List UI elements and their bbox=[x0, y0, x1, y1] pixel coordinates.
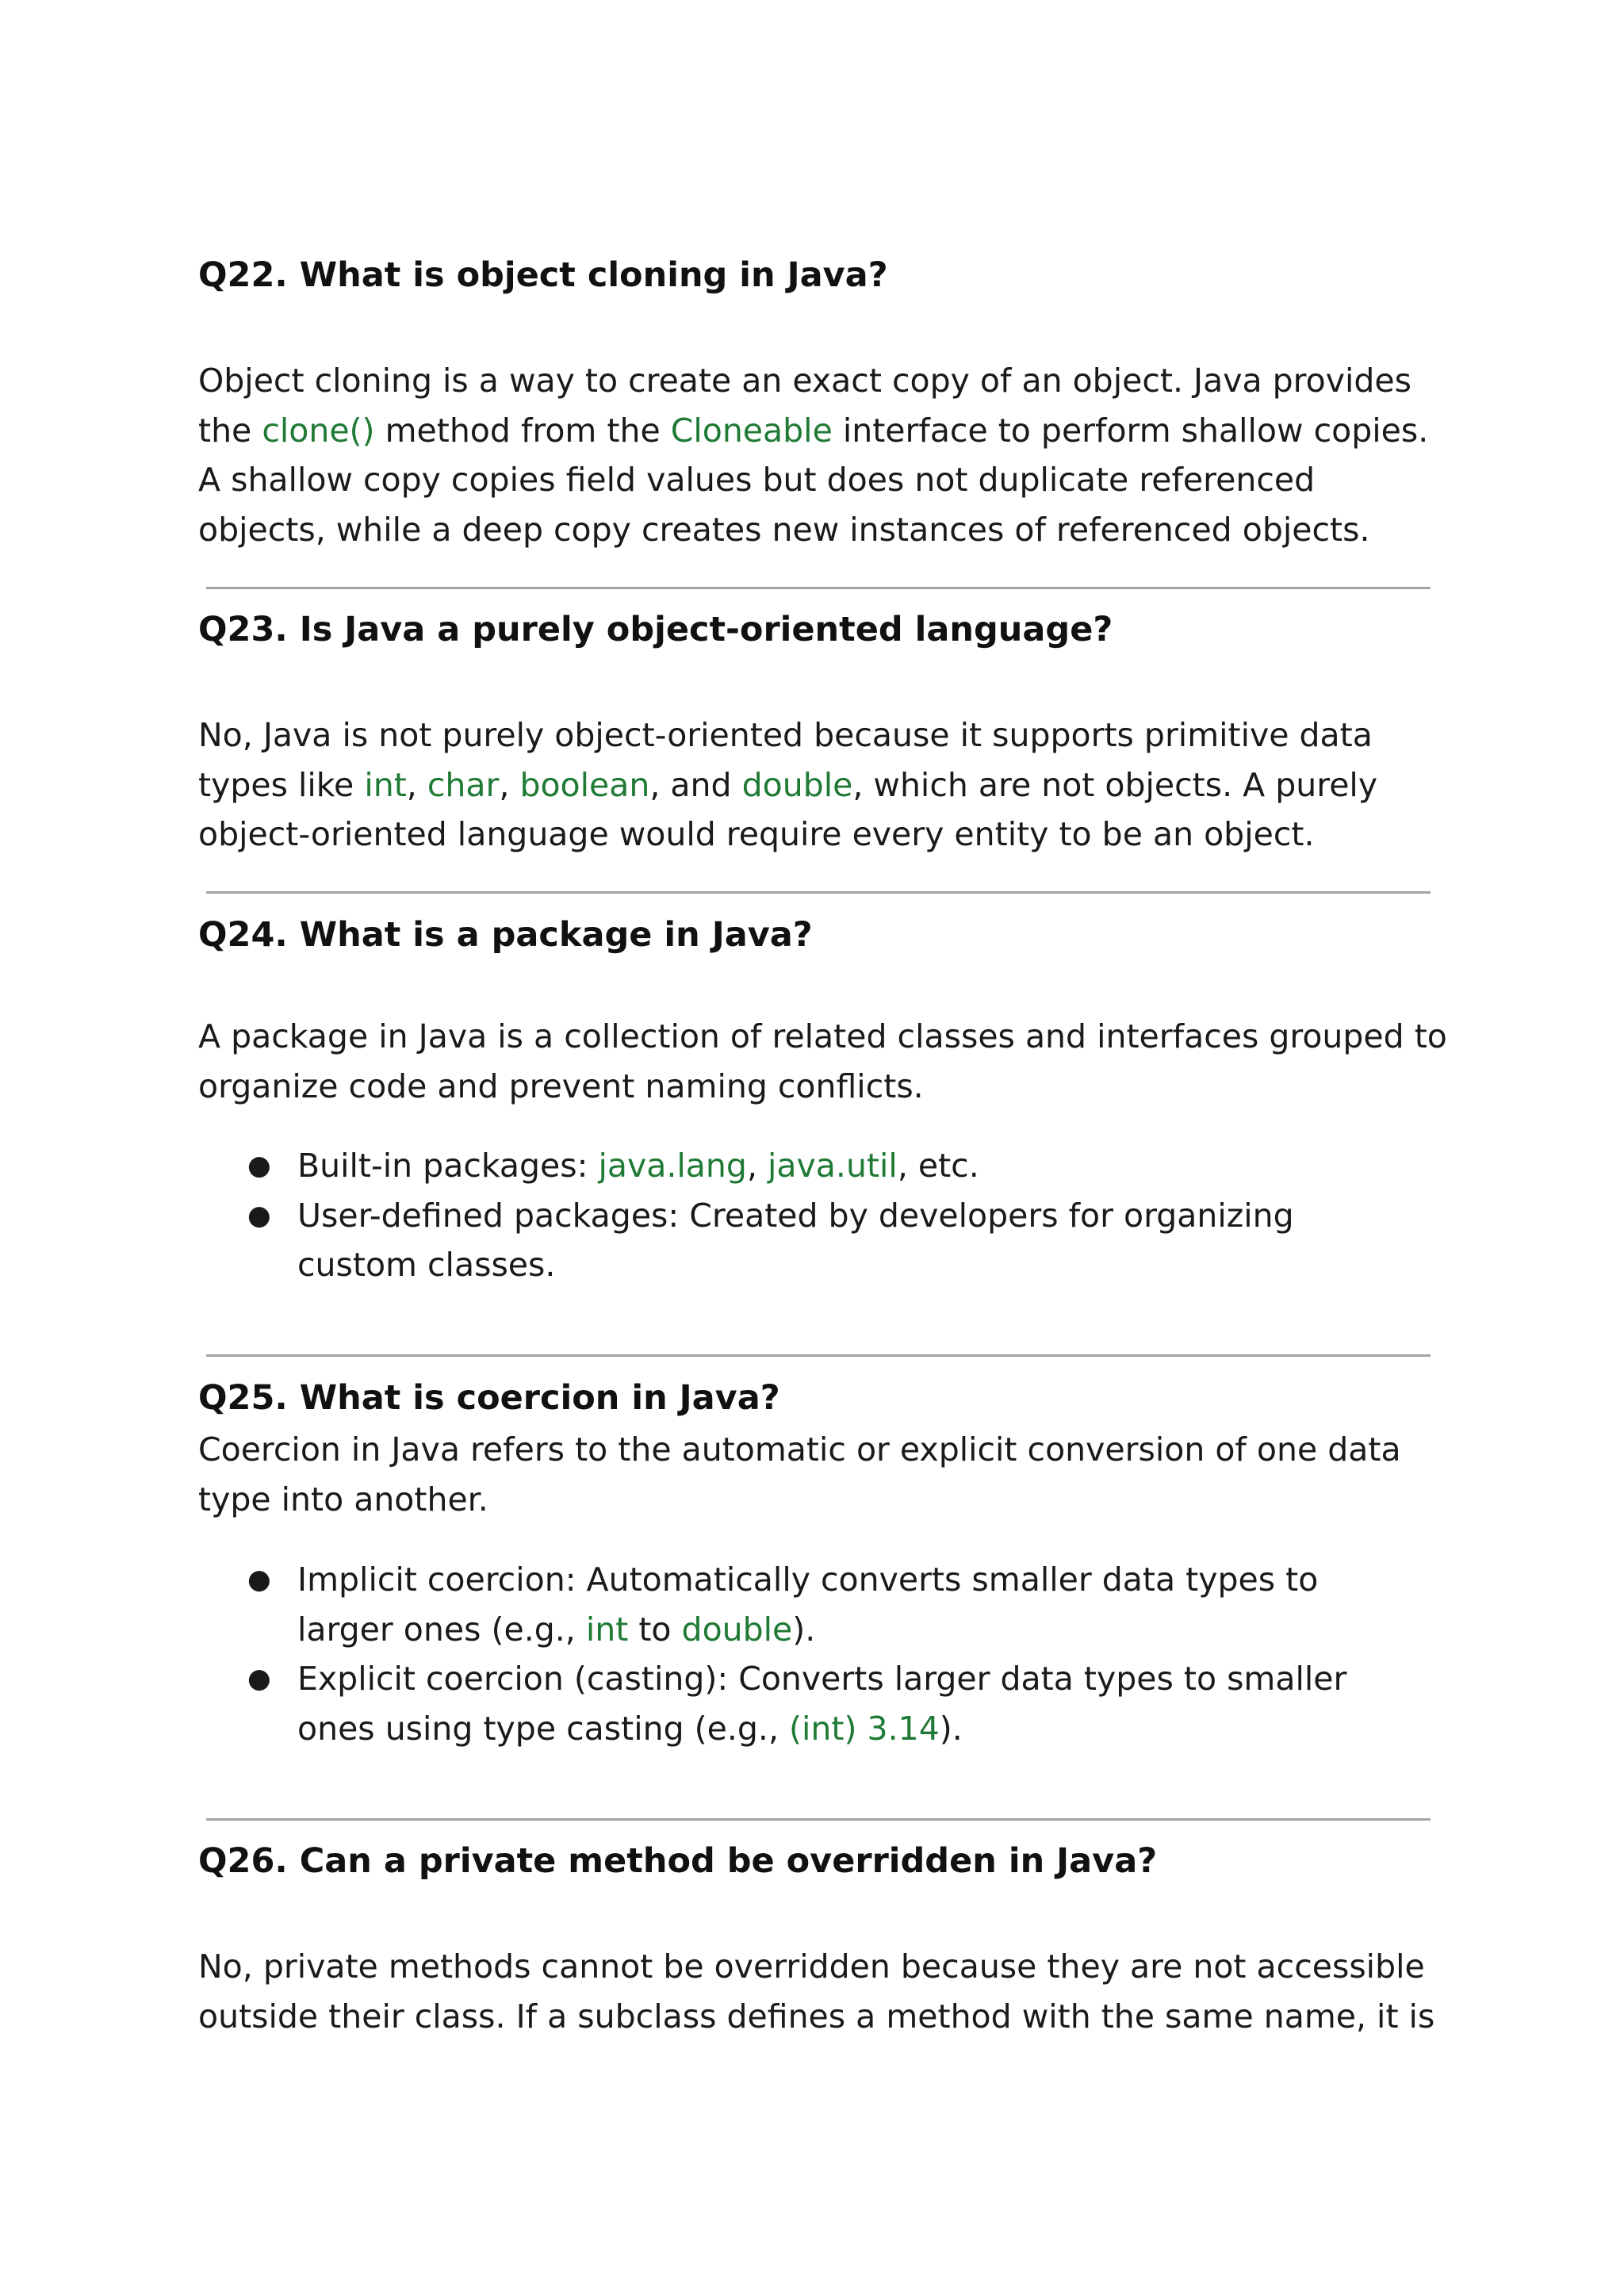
list-item: ● Built-in packages: java.lang, java.util, etc. bbox=[198, 1141, 1419, 1191]
bullet-icon: ● bbox=[247, 1663, 271, 1695]
bullet-icon: ● bbox=[247, 1564, 271, 1595]
bullet-icon: ● bbox=[247, 1150, 271, 1181]
section-divider bbox=[206, 891, 1431, 894]
code-term: int bbox=[585, 1610, 629, 1649]
section-divider bbox=[206, 1354, 1431, 1357]
list-item: ● Explicit coercion (casting): Converts larger data types to smaller ones using type casting (e.g., (int) 3.14). bbox=[198, 1654, 1419, 1753]
question-heading-q25: Q25. What is coercion in Java? bbox=[198, 1378, 780, 1418]
list-item: ● Implicit coercion: Automatically converts smaller data types to larger ones (e.g., int to double). bbox=[198, 1555, 1419, 1654]
question-heading-q26: Q26. Can a private method be overridden in Java? bbox=[198, 1841, 1158, 1881]
bullet-icon: ● bbox=[247, 1199, 271, 1231]
code-term: boolean bbox=[519, 765, 650, 804]
section-divider bbox=[206, 587, 1431, 589]
question-heading-q22: Q22. What is object cloning in Java? bbox=[198, 255, 888, 295]
answer-paragraph-q25: Coercion in Java refers to the automatic or explicit conversion of one data type into another. bbox=[198, 1430, 1401, 1518]
answer-paragraph-q24: A package in Java is a collection of related classes and interfaces grouped to organize code and prevent naming conflicts. bbox=[198, 1017, 1447, 1105]
code-term: int bbox=[364, 765, 407, 804]
answer-paragraph-q23: No, Java is not purely object-oriented because it supports primitive data types like int, char, boolean, and double, which are not objects. A purely object-oriented language would require every entity to be an object. bbox=[198, 716, 1378, 853]
bullet-list-q25 bbox=[198, 1555, 1419, 1753]
code-term: Cloneable bbox=[670, 411, 833, 450]
code-term: double bbox=[681, 1610, 793, 1649]
bullet-list-q24 bbox=[198, 1141, 1419, 1290]
code-term: char bbox=[427, 765, 500, 804]
question-heading-q24: Q24. What is a package in Java? bbox=[198, 915, 813, 955]
section-divider bbox=[206, 1818, 1431, 1821]
code-term: java.lang bbox=[598, 1147, 747, 1185]
code-term: (int) 3.14 bbox=[789, 1709, 940, 1748]
code-term: java.util bbox=[768, 1147, 898, 1185]
answer-paragraph-q26: No, private methods cannot be overridden because they are not accessible outside their class. If a subclass defines a method with the same name, it is bbox=[198, 1947, 1435, 2035]
code-term: double bbox=[741, 765, 853, 804]
question-heading-q23: Q23. Is Java a purely object-oriented language? bbox=[198, 610, 1113, 649]
answer-paragraph-q22: Object cloning is a way to create an exact copy of an object. Java provides the clone() method from the Cloneable interface to perform shallow copies. A shallow copy copies field values but does not duplicate referenced objects, while a deep copy creates new instances of referenced objects. bbox=[198, 362, 1429, 549]
code-term: clone() bbox=[262, 411, 375, 450]
list-item: ● User-defined packages: Created by developers for organizing custom classes. bbox=[198, 1191, 1419, 1290]
